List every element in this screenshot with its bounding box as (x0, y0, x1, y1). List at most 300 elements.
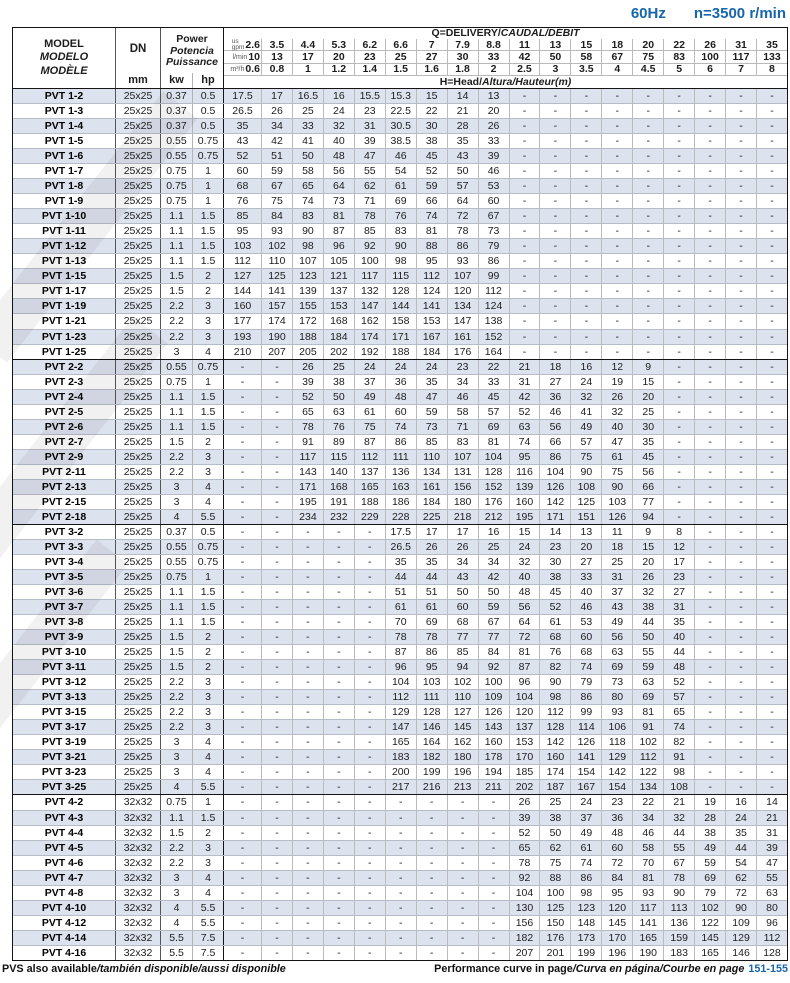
head-cell: 134 (448, 299, 479, 313)
head-cell: 72 (726, 886, 757, 900)
head-cell: 36 (602, 811, 633, 825)
head-cell: 142 (540, 735, 571, 749)
head-cell: 74 (571, 660, 602, 674)
head-cell: - (540, 209, 571, 223)
head-cell: - (726, 450, 757, 464)
head-cell: - (448, 901, 479, 915)
flow-value: 22 (664, 39, 695, 50)
head-cell: - (602, 299, 633, 313)
head-cell: 47 (355, 149, 386, 163)
head-cell: 120 (602, 901, 633, 915)
head-cell: - (224, 946, 262, 960)
head-cell: - (510, 164, 541, 178)
head-cell: 47 (602, 435, 633, 449)
page-range-link[interactable]: 151-155 (748, 963, 788, 975)
kw-cell: 1.1 (161, 405, 193, 419)
head-cell: 145 (448, 720, 479, 734)
table-row (13, 494, 787, 509)
head-cell: - (224, 525, 262, 539)
table-row (13, 629, 787, 644)
head-cell: 188 (293, 330, 324, 344)
kw-cell: 1.1 (161, 811, 193, 825)
head-cell: - (770, 285, 774, 298)
head-cell: 69 (633, 690, 664, 704)
head-cell: 20 (479, 104, 510, 118)
kw-cell: 1.1 (161, 600, 193, 614)
head-cell: 75 (602, 465, 633, 479)
table-row (13, 133, 787, 148)
hp-cell: 0.75 (193, 360, 224, 374)
head-cell: 88 (417, 239, 448, 253)
head-cell: 46 (571, 600, 602, 614)
head-cell: - (664, 239, 695, 253)
head-cell: 35 (633, 435, 664, 449)
model-cell: PVT 1-11 (13, 224, 116, 238)
model-cell: PVT 1-3 (13, 104, 116, 118)
kw-cell: 1.1 (161, 254, 193, 268)
head-cell: 138 (479, 314, 510, 328)
head-cell: - (726, 345, 757, 359)
head-cell: 24 (510, 540, 541, 554)
head-cell: 194 (479, 765, 510, 779)
head-cell: 65 (293, 179, 324, 193)
head-cell: - (770, 150, 774, 163)
head-cell: - (770, 616, 774, 629)
head-cell: - (726, 360, 757, 374)
head-cell: - (262, 720, 293, 734)
head-cell: 171 (293, 480, 324, 494)
head-cell: - (262, 375, 293, 389)
head-cell: 165 (386, 735, 417, 749)
head-cell: 74 (386, 420, 417, 434)
dn-cell: 32x32 (116, 886, 161, 900)
head-cell: 184 (417, 495, 448, 509)
head-cell: - (726, 239, 757, 253)
head-cell: 121 (324, 269, 355, 283)
head-cell: 118 (602, 735, 633, 749)
head-cell: 23 (540, 540, 571, 554)
head-cell: 152 (479, 480, 510, 494)
head-cell: - (262, 465, 293, 479)
head-cell: - (540, 164, 571, 178)
head-cell: - (262, 525, 293, 539)
head-cell: 155 (293, 299, 324, 313)
head-cell: - (510, 104, 541, 118)
hp-cell: 3 (193, 720, 224, 734)
head-cell: 16 (726, 795, 757, 809)
head-cell: 23 (664, 570, 695, 584)
head-cell: 14 (540, 525, 571, 539)
head-cell: 120 (510, 705, 541, 719)
head-cell: - (262, 705, 293, 719)
head-cell: - (355, 615, 386, 629)
table-row (13, 359, 787, 374)
dn-cell: 25x25 (116, 134, 161, 148)
head-cell: - (293, 811, 324, 825)
model-cell: PVT 1-2 (13, 89, 116, 103)
head-cell: 35 (417, 375, 448, 389)
head-cell: - (355, 886, 386, 900)
head-cell: - (571, 194, 602, 208)
model-cell: PVT 4-7 (13, 871, 116, 885)
head-cell: - (324, 765, 355, 779)
head-cell: - (417, 826, 448, 840)
head-cell: 24 (571, 375, 602, 389)
head-cell: - (770, 405, 774, 418)
head-cell: - (448, 795, 479, 809)
head-cell: - (510, 224, 541, 238)
head-cell: - (540, 119, 571, 133)
hp-cell: 4 (193, 886, 224, 900)
head-cell: 122 (633, 765, 664, 779)
head-cell: 15 (633, 375, 664, 389)
table-row (13, 614, 787, 629)
head-cell: 56 (510, 600, 541, 614)
head-cell: 51 (386, 585, 417, 599)
head-cell: - (726, 570, 757, 584)
head-cell: 86 (448, 239, 479, 253)
head-cell: 186 (386, 495, 417, 509)
head-cell: - (510, 330, 541, 344)
head-cell: 91 (293, 435, 324, 449)
head-cell: 93 (262, 224, 293, 238)
head-cell: - (262, 901, 293, 915)
head-cell: 32 (510, 555, 541, 569)
dn-cell: 32x32 (116, 916, 161, 930)
head-cell: 103 (224, 239, 262, 253)
head-cell: - (726, 284, 757, 298)
head-cell: 37 (571, 811, 602, 825)
head-cell: - (695, 645, 726, 659)
table-row (13, 208, 787, 223)
head-cell: 104 (386, 675, 417, 689)
hp-cell: 3 (193, 330, 224, 344)
head-cell: 110 (417, 450, 448, 464)
head-cell: - (510, 284, 541, 298)
head-cell: 15 (633, 540, 664, 554)
head-cell: - (602, 164, 633, 178)
head-cell: 50 (633, 630, 664, 644)
head-cell: - (540, 284, 571, 298)
head-cell: 14 (766, 796, 778, 809)
head-cell: 105 (324, 254, 355, 268)
head-cell: 26 (602, 390, 633, 404)
dn-cell: 25x25 (116, 525, 161, 539)
head-cell: - (695, 390, 726, 404)
dn-cell: 25x25 (116, 405, 161, 419)
model-cell: PVT 2-4 (13, 390, 116, 404)
head-cell: 95 (224, 224, 262, 238)
head-cell: 104 (510, 886, 541, 900)
head-cell: - (664, 269, 695, 283)
head-cell: - (695, 570, 726, 584)
flow-value: 17 (293, 51, 324, 62)
head-cell: 48 (664, 660, 695, 674)
head-cell: - (726, 435, 757, 449)
head-cell: 46 (479, 164, 510, 178)
hp-cell: 1.5 (193, 615, 224, 629)
head-cell: 73 (602, 675, 633, 689)
head-cell: 44 (633, 615, 664, 629)
head-cell: 122 (695, 916, 726, 930)
head-cell: 69 (417, 615, 448, 629)
head-cell: 207 (262, 345, 293, 359)
head-cell: 25 (540, 795, 571, 809)
head-cell: - (479, 931, 510, 945)
head-cell: 184 (417, 345, 448, 359)
head-cell: 78 (386, 630, 417, 644)
head-cell: 78 (417, 630, 448, 644)
head-cell: - (540, 134, 571, 148)
pvs-note-italic: /también disponible/aussi disponible (96, 963, 286, 975)
head-cell: 13 (571, 525, 602, 539)
flow-value: 6 (695, 64, 726, 75)
head-cell: - (726, 525, 757, 539)
head-cell: - (726, 89, 757, 103)
kw-cell: 3 (161, 886, 193, 900)
kw-cell: 3 (161, 495, 193, 509)
head-cell: - (448, 871, 479, 885)
head-cell: - (540, 149, 571, 163)
head-cell: - (324, 630, 355, 644)
head-cell: 30 (633, 420, 664, 434)
head-cell: - (355, 871, 386, 885)
head-cell: - (664, 224, 695, 238)
head-cell: - (602, 239, 633, 253)
table-body (13, 89, 787, 960)
head-cell: - (262, 450, 293, 464)
head-cell: 78 (510, 856, 541, 870)
kw-cell: 0.75 (161, 164, 193, 178)
model-cell: PVT 3-3 (13, 540, 116, 554)
head-cell: - (293, 645, 324, 659)
head-cell: - (633, 284, 664, 298)
head-cell: 62 (726, 871, 757, 885)
head-cell: 48 (386, 390, 417, 404)
head-cell: 68 (571, 645, 602, 659)
head-cell: 195 (510, 510, 541, 524)
kw-cell: 0.37 (161, 89, 193, 103)
head-cell: 23 (602, 795, 633, 809)
hp-cell: 2 (193, 826, 224, 840)
head-cell: 83 (386, 224, 417, 238)
head-cell: - (770, 480, 774, 493)
head-cell: 32 (633, 585, 664, 599)
head-cell: 108 (664, 780, 695, 794)
table-row (13, 404, 787, 419)
flow-value: 8.8 (479, 39, 510, 50)
head-cell: 60 (571, 630, 602, 644)
head-cell: 129 (386, 705, 417, 719)
head-cell: 24 (386, 360, 417, 374)
head-cell: 145 (695, 931, 726, 945)
flow-value: 0.8 (262, 64, 293, 75)
head-cell: 31 (602, 570, 633, 584)
head-cell: - (770, 465, 774, 478)
head-cell: - (726, 750, 757, 764)
head-cell: - (386, 886, 417, 900)
dn-cell: 32x32 (116, 795, 161, 809)
head-cell: - (224, 555, 262, 569)
dn-cell: 25x25 (116, 645, 161, 659)
flow-value: 1.6 (417, 64, 448, 75)
head-cell: 160 (224, 299, 262, 313)
head-cell: - (602, 119, 633, 133)
head-cell: - (695, 495, 726, 509)
head-cell: 59 (262, 164, 293, 178)
head-cell: - (770, 736, 774, 749)
head-cell: - (571, 254, 602, 268)
hp-cell: 1 (193, 194, 224, 208)
head-cell: 87 (355, 435, 386, 449)
head-cell: 31 (766, 826, 778, 839)
flow-value: 83 (664, 51, 695, 62)
head-cell: - (664, 360, 695, 374)
head-cell: - (293, 570, 324, 584)
head-cell: 152 (479, 330, 510, 344)
head-cell: 48 (324, 149, 355, 163)
head-cell: - (602, 179, 633, 193)
head-cell: 52 (293, 390, 324, 404)
head-cell: - (510, 194, 541, 208)
head-cell: - (695, 134, 726, 148)
head-cell: 128 (417, 705, 448, 719)
head-cell: 33 (479, 375, 510, 389)
kw-cell: 1.1 (161, 615, 193, 629)
head-cell: - (448, 841, 479, 855)
head-cell: 114 (571, 720, 602, 734)
head-cell: 26 (293, 360, 324, 374)
head-cell: 78 (355, 209, 386, 223)
flow-value: 117 (726, 51, 757, 62)
head-cell: - (664, 495, 695, 509)
head-cell: - (262, 420, 293, 434)
head-cell: - (664, 345, 695, 359)
head-cell: 85 (417, 435, 448, 449)
head-cell: - (664, 209, 695, 223)
head-cell: - (224, 435, 262, 449)
head-cell: 128 (540, 720, 571, 734)
head-cell: 25 (324, 360, 355, 374)
head-cell: - (324, 570, 355, 584)
head-cell: 88 (540, 871, 571, 885)
head-cell: 50 (448, 164, 479, 178)
head-cell: - (770, 345, 774, 358)
head-cell: 68 (448, 615, 479, 629)
head-cell: - (224, 856, 262, 870)
head-cell: - (695, 465, 726, 479)
head-cell: - (695, 735, 726, 749)
head-cell: 50 (540, 826, 571, 840)
head-cell: - (224, 871, 262, 885)
head-cell: - (224, 630, 262, 644)
table-row (13, 193, 787, 208)
head-cell: 60 (386, 405, 417, 419)
head-cell: 21 (510, 360, 541, 374)
head-cell: 17 (262, 89, 293, 103)
head-cell: 100 (479, 675, 510, 689)
head-cell: - (664, 375, 695, 389)
head-cell: - (510, 179, 541, 193)
head-cell: - (510, 345, 541, 359)
head-cell: - (324, 750, 355, 764)
head-cell: - (571, 89, 602, 103)
head-cell: 77 (633, 495, 664, 509)
head-cell: 184 (324, 330, 355, 344)
hp-cell: 1.5 (193, 390, 224, 404)
head-cell: - (386, 811, 417, 825)
dn-cell: 32x32 (116, 811, 161, 825)
kw-cell: 5.5 (161, 946, 193, 960)
head-cell: - (602, 134, 633, 148)
model-header-en: MODEL (44, 37, 84, 50)
head-cell: 127 (448, 705, 479, 719)
head-cell: - (540, 179, 571, 193)
head-cell: 95 (510, 450, 541, 464)
head-cell: - (355, 645, 386, 659)
kw-cell: 2.2 (161, 465, 193, 479)
head-cell: - (726, 405, 757, 419)
head-cell: - (602, 345, 633, 359)
head-cell: 40 (602, 420, 633, 434)
head-cell: - (510, 239, 541, 253)
head-cell: - (695, 104, 726, 118)
model-cell: PVT 4-16 (13, 946, 116, 960)
head-cell: 106 (602, 720, 633, 734)
head-cell: 62 (540, 841, 571, 855)
head-cell: 190 (262, 330, 293, 344)
dn-cell: 25x25 (116, 585, 161, 599)
flow-value: 4.5 (633, 64, 664, 75)
table-row (13, 298, 787, 313)
head-cell: 147 (355, 299, 386, 313)
head-cell: - (324, 615, 355, 629)
head-cell: 73 (417, 420, 448, 434)
dn-label: DN (129, 43, 147, 55)
head-cell: - (324, 585, 355, 599)
head-cell: - (695, 254, 726, 268)
head-cell: 44 (664, 645, 695, 659)
head-cell: 229 (355, 510, 386, 524)
head-cell: 109 (479, 690, 510, 704)
head-cell: - (224, 675, 262, 689)
head-cell: - (224, 540, 262, 554)
hp-cell: 2 (193, 660, 224, 674)
head-cell: 153 (510, 735, 541, 749)
head-cell: 102 (633, 735, 664, 749)
table-row (13, 223, 787, 238)
head-cell: 157 (262, 299, 293, 313)
head-cell: 109 (726, 916, 757, 930)
head-cell: - (726, 179, 757, 193)
table-row (13, 464, 787, 479)
head-cell: - (695, 690, 726, 704)
head-cell: 49 (695, 841, 726, 855)
head-cell: - (417, 811, 448, 825)
head-cell: - (386, 901, 417, 915)
head-cell: - (510, 119, 541, 133)
head-cell: - (726, 465, 757, 479)
head-cell: - (479, 916, 510, 930)
head-cell: - (293, 615, 324, 629)
flow-value: 7.9 (448, 39, 479, 50)
head-header-suffix: (m) (554, 76, 572, 88)
head-cell: 60 (602, 841, 633, 855)
head-cell: - (770, 495, 774, 508)
head-cell: 195 (293, 495, 324, 509)
head-cell: - (324, 811, 355, 825)
head-cell: 36 (540, 390, 571, 404)
